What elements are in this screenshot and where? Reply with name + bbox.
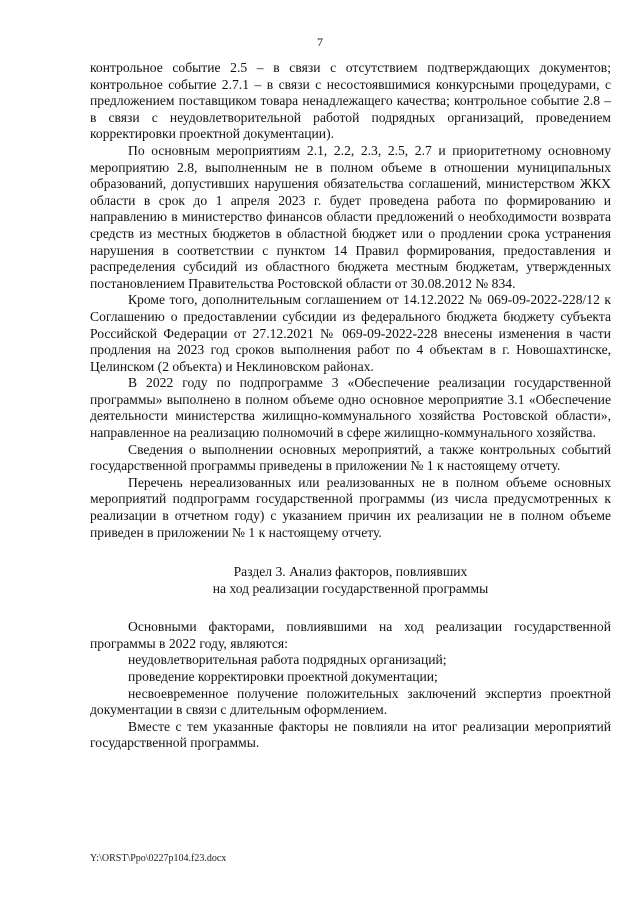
footer-file-path: Y:\ORST\Ppo\0227p104.f23.docx (90, 853, 227, 864)
list-item: неудовлетворительная работа подрядных организаций; (128, 652, 447, 668)
paragraph-appendix-info: Сведения о выполнении основных мероприятий, а также контрольных событий государственной программы приведены в приложении № 1 к настоящему отчету. (90, 441, 611, 474)
paragraph-control-events: контрольное событие 2.5 – в связи с отсутствием подтверждающих документов; контрольное событие 2.7.1 – в связи с несостоявшимися конкурсными процедурами, с предложением поставщиком товара ненадлежащего качества; контрольное событие 2.8 – в связи с неудовлетворительной работой подрядных организаций, проведением корректировки проектной документации). (90, 60, 611, 142)
document-body (90, 60, 611, 752)
page-number: 7 (317, 35, 323, 49)
paragraph-subprogram-3: В 2022 году по подпрограмме 3 «Обеспечение реализации государственной программы» выполнено в полном объеме одно основное мероприятие 3.1 «Обеспечение деятельности министерства жилищно-коммунального хозяйства Ростовской области», направленное на реализацию полномочий в сфере жилищно-коммунального хозяйства. (90, 375, 611, 441)
paragraph-additional-agreement: Кроме того, дополнительным соглашением от 14.12.2022 № 069-09-2022-228/12 к Соглашению о предоставлении субсидии из федерального бюджета бюджету субъекта Российской Федерации от 27.12.2021 № 069-09-2022-228 внесены изменения в части продления на 2023 год сроков выполнения работ по 4 объектам в г. Новошахтинске, Целинском (2 объекта) и Неклиновском районах. (90, 292, 611, 374)
paragraph-conclusion: Вместе с тем указанные факторы не повлияли на итог реализации мероприятий государственной программы. (90, 718, 611, 751)
list-item: проведение корректировки проектной документации; (128, 669, 438, 684)
paragraph-unrealized-list: Перечень нереализованных или реализованных не в полном объеме основных мероприятий подпрограмм государственной программы (из числа предусмотренных к реализации в отчетном году) с указанием причин их реализации не в полном объеме приведен в приложении № 1 к настоящему отчету. (90, 474, 611, 540)
section-heading-line-1: Раздел 3. Анализ факторов, повлиявших (233, 564, 468, 580)
paragraph-main-activities: По основным мероприятиям 2.1, 2.2, 2.3, 2.5, 2.7 и приоритетному основному мероприятию 2.8, выполненным не в полном объеме в отношении муниципальных образований, допустивших нарушения обязательства соглашений, министерством ЖКХ области в срок до 1 апреля 2023 г. будет проведена работа по формированию и направлению в министерство финансов области предложений о необходимости возврата средств из местных бюджетов в областной бюджет или о продлении срока устранения нарушения в соответствии с пунктом 14 Правил формирования, предоставления и распределения субсидий из областного бюджета местным бюджетам, утвержденных постановлением Правительства Ростовской области от 30.08.2012 № 834. (90, 142, 611, 291)
paragraph-factors-intro: Основными факторами, повлиявшими на ход реализации государственной программы в 2022 году, являются: (90, 619, 611, 651)
list-item: несвоевременное получение положительных заключений экспертиз проектной документации в связи с длительным оформлением. (90, 685, 611, 718)
section-heading-line-2: на ход реализации государственной программы (212, 581, 489, 597)
section-heading (90, 563, 611, 597)
